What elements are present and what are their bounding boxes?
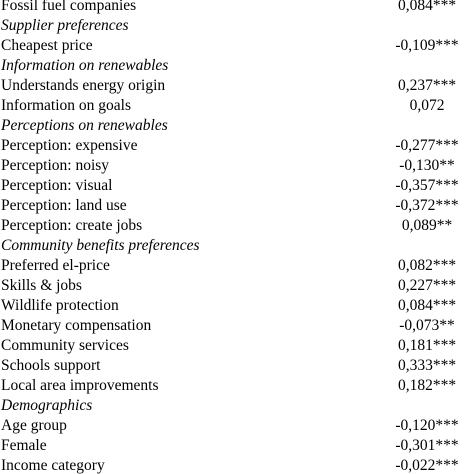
coefficient-value: -0,073**	[399, 317, 455, 334]
section-header-row	[0, 16, 474, 36]
coefficient-value: -0,301***	[395, 437, 459, 454]
coefficient-value: 0,227***	[397, 277, 457, 294]
variable-label: Female	[1, 437, 47, 454]
coefficient-value: 0,082***	[397, 257, 457, 274]
variable-label: Schools support	[1, 357, 101, 374]
variable-label: Age group	[1, 417, 67, 434]
variable-label: Perception: land use	[1, 197, 127, 214]
table-row	[0, 296, 474, 316]
coefficient-value: -0,022***	[395, 457, 459, 474]
coefficient-value: -0,357***	[395, 177, 459, 194]
variable-label: Perception: noisy	[1, 157, 110, 174]
coefficient-value: -0,277***	[395, 137, 459, 154]
table-row	[0, 96, 474, 116]
coefficient-value: -0,109***	[395, 37, 459, 54]
variable-label: Perception: visual	[1, 177, 113, 194]
section-title: Information on renewables	[1, 57, 169, 74]
variable-label: Local area improvements	[1, 377, 159, 394]
variable-label: Fossil fuel companies	[1, 0, 137, 14]
table-row	[0, 356, 474, 376]
table-row	[0, 156, 474, 176]
variable-label: Monetary compensation	[1, 317, 152, 334]
table-row	[0, 256, 474, 276]
table-row	[0, 176, 474, 196]
table-row	[0, 416, 474, 436]
table-row	[0, 276, 474, 296]
coefficient-value: 0,237***	[397, 77, 457, 94]
coefficient-value: 0,182***	[397, 377, 457, 394]
variable-label: Understands energy origin	[1, 77, 166, 94]
coefficient-value: 0,181***	[397, 337, 457, 354]
variable-label: Skills & jobs	[1, 277, 82, 294]
table-row	[0, 216, 474, 236]
variable-label: Income category	[1, 457, 105, 474]
table-row	[0, 136, 474, 156]
table-row	[0, 196, 474, 216]
section-title: Community benefits preferences	[1, 237, 200, 254]
variable-label: Cheapest price	[1, 37, 93, 54]
variable-label: Wildlife protection	[1, 297, 119, 314]
table-row	[0, 316, 474, 336]
section-title: Supplier preferences	[1, 17, 129, 34]
section-header-row	[0, 56, 474, 76]
coefficient-value: 0,089**	[401, 217, 453, 234]
table-row	[0, 436, 474, 456]
coefficient-value: 0,084***	[397, 0, 457, 14]
variable-label: Perception: create jobs	[1, 217, 143, 234]
section-header-row	[0, 116, 474, 136]
table-row	[0, 376, 474, 396]
table-row	[0, 76, 474, 96]
variable-label: Perception: expensive	[1, 137, 138, 154]
table-row	[0, 456, 474, 474]
coefficient-value: 0,333***	[397, 357, 457, 374]
section-header-row	[0, 236, 474, 256]
coefficient-value: 0,072	[409, 97, 445, 114]
variable-label: Preferred el-price	[1, 257, 110, 274]
coefficient-value: -0,372***	[395, 197, 459, 214]
section-header-row	[0, 396, 474, 416]
coefficient-value: -0,130**	[399, 157, 455, 174]
section-title: Perceptions on renewables	[1, 117, 168, 134]
table-row	[0, 36, 474, 56]
table-row	[0, 0, 474, 16]
coefficient-value: 0,084***	[397, 297, 457, 314]
table-row	[0, 336, 474, 356]
section-title: Demographics	[1, 397, 93, 414]
variable-label: Community services	[1, 337, 129, 354]
variable-label: Information on goals	[1, 97, 132, 114]
coefficient-value: -0,120***	[395, 417, 459, 434]
